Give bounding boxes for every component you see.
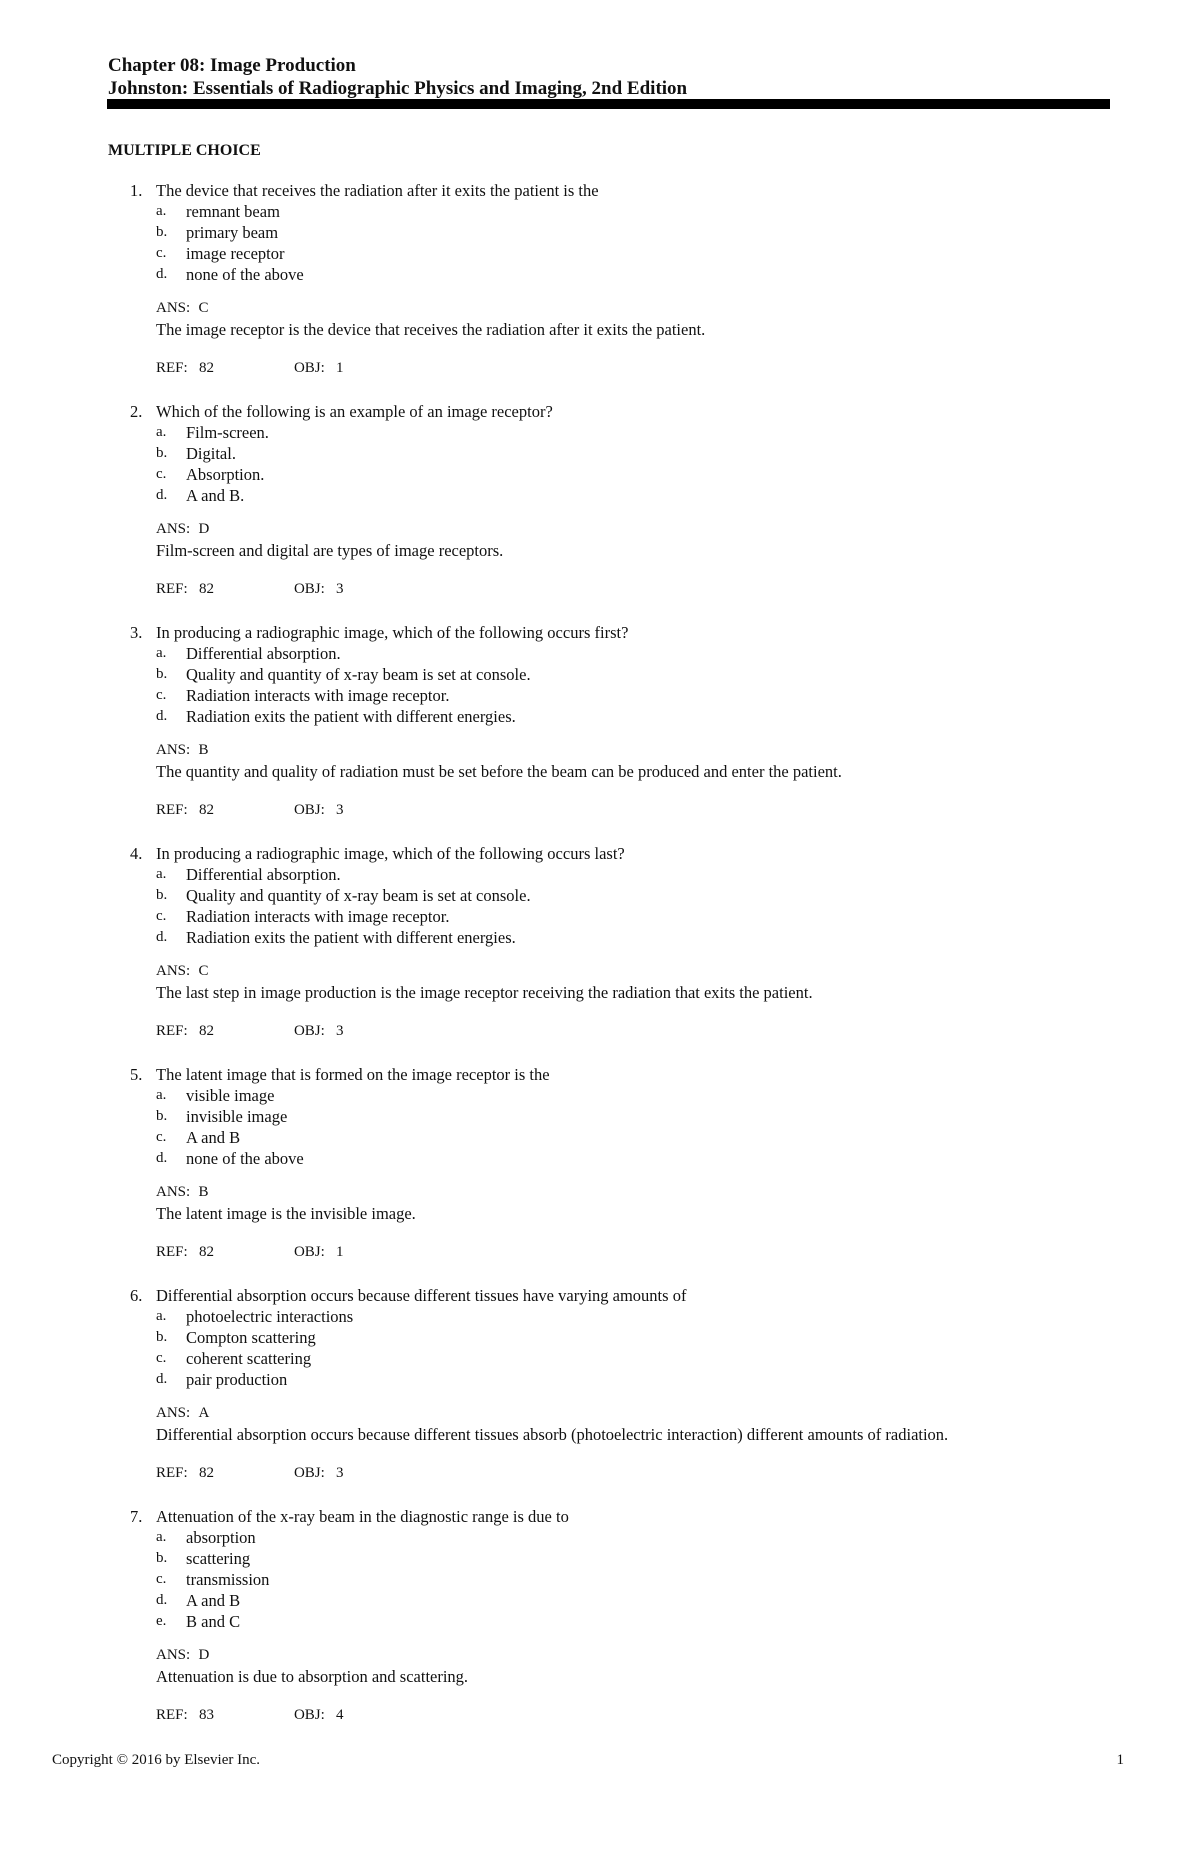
answer-label: ANS: xyxy=(156,1405,191,1421)
option-text: photoelectric interactions xyxy=(186,1307,354,1326)
page-footer xyxy=(52,1752,1124,1769)
option-text: Quality and quantity of x-ray beam is set at console. xyxy=(186,886,531,905)
question-text: The device that receives the radiation after it exits the patient is the xyxy=(156,181,599,200)
option-letter: c. xyxy=(156,687,167,703)
option-text: Digital. xyxy=(186,444,236,463)
option-text: Differential absorption. xyxy=(186,644,341,663)
option-letter: b. xyxy=(156,666,168,682)
answer-option xyxy=(108,706,1108,727)
option-text: Quality and quantity of x-ray beam is set at console. xyxy=(186,665,531,684)
reference-line xyxy=(108,1705,1108,1726)
question-number: 2. xyxy=(130,402,143,421)
answer-option xyxy=(108,927,1108,948)
obj-value: 3 xyxy=(336,802,344,818)
answer-label: ANS: xyxy=(156,521,191,537)
question-stem xyxy=(108,401,1108,422)
option-letter: b. xyxy=(156,445,168,461)
answer-option xyxy=(108,443,1108,464)
option-text: Radiation exits the patient with different energies. xyxy=(186,928,516,947)
answer-label: ANS: xyxy=(156,963,191,979)
answer-line xyxy=(108,1180,1108,1203)
option-letter: d. xyxy=(156,929,168,945)
option-text: Radiation interacts with image receptor. xyxy=(186,907,450,926)
option-text: A and B xyxy=(186,1591,241,1610)
question-item xyxy=(108,843,1108,1042)
option-letter: c. xyxy=(156,1571,167,1587)
answer-option xyxy=(108,1306,1108,1327)
option-text: scattering xyxy=(186,1549,251,1568)
option-text: Differential absorption. xyxy=(186,865,341,884)
option-letter: a. xyxy=(156,866,167,882)
question-item xyxy=(108,401,1108,600)
question-number: 5. xyxy=(130,1065,143,1084)
question-text: Which of the following is an example of an image receptor? xyxy=(156,402,553,421)
question-item xyxy=(108,1506,1108,1726)
obj-label: OBJ: xyxy=(293,1244,325,1260)
obj-label: OBJ: xyxy=(293,581,325,597)
answer-label: ANS: xyxy=(156,742,191,758)
answer-option xyxy=(108,885,1108,906)
ref-value: 82 xyxy=(198,802,214,818)
option-letter: a. xyxy=(156,203,167,219)
question-number: 4. xyxy=(130,844,143,863)
answer-option xyxy=(108,1127,1108,1148)
question-stem xyxy=(108,1285,1108,1306)
question-number: 6. xyxy=(130,1286,143,1305)
ref-value: 82 xyxy=(198,1244,214,1260)
answer-option xyxy=(108,222,1108,243)
answer-line xyxy=(108,738,1108,761)
option-text: none of the above xyxy=(186,1149,304,1168)
obj-label: OBJ: xyxy=(293,360,325,376)
option-letter: b. xyxy=(156,887,168,903)
question-number: 1. xyxy=(130,181,143,200)
answer-explanation: Film-screen and digital are types of image receptors. xyxy=(156,541,504,560)
option-letter: d. xyxy=(156,487,168,503)
answer-option xyxy=(108,864,1108,885)
question-stem xyxy=(108,843,1108,864)
ref-label: REF: xyxy=(156,802,188,818)
question-item xyxy=(108,180,1108,379)
obj-label: OBJ: xyxy=(293,1707,325,1723)
ref-value: 82 xyxy=(198,581,214,597)
option-letter: b. xyxy=(156,1550,168,1566)
question-stem xyxy=(108,1064,1108,1085)
header-rule xyxy=(107,99,1110,109)
reference-line xyxy=(108,800,1108,821)
answer-value: B xyxy=(198,1184,209,1200)
option-text: Absorption. xyxy=(186,465,265,484)
ref-value: 82 xyxy=(198,1465,214,1481)
option-letter: a. xyxy=(156,645,167,661)
option-letter: d. xyxy=(156,266,168,282)
answer-line xyxy=(108,517,1108,540)
obj-value: 3 xyxy=(336,1023,344,1039)
answer-value: A xyxy=(198,1405,210,1421)
answer-line xyxy=(108,296,1108,319)
answer-option xyxy=(108,906,1108,927)
question-text: Differential absorption occurs because different tissues have varying amounts of xyxy=(156,1286,687,1305)
page-number: 1 xyxy=(1116,1752,1124,1768)
answer-value: C xyxy=(198,963,209,979)
answer-value: D xyxy=(198,521,210,537)
obj-label: OBJ: xyxy=(293,1023,325,1039)
answer-line xyxy=(108,1643,1108,1666)
ref-label: REF: xyxy=(156,360,188,376)
obj-label: OBJ: xyxy=(293,1465,325,1481)
question-number: 3. xyxy=(130,623,143,642)
option-text: coherent scattering xyxy=(186,1349,312,1368)
answer-option xyxy=(108,1348,1108,1369)
option-text: visible image xyxy=(186,1086,275,1105)
obj-value: 1 xyxy=(336,1244,344,1260)
option-text: A and B xyxy=(186,1128,241,1147)
book-title: Johnston: Essentials of Radiographic Physics and Imaging, 2nd Edition xyxy=(108,78,688,99)
obj-value: 3 xyxy=(336,581,344,597)
answer-option xyxy=(108,1369,1108,1390)
document-header xyxy=(108,54,1108,100)
reference-line xyxy=(108,579,1108,600)
option-letter: a. xyxy=(156,424,167,440)
answer-option xyxy=(108,1527,1108,1548)
reference-line xyxy=(108,1242,1108,1263)
option-text: pair production xyxy=(186,1370,288,1389)
ref-value: 83 xyxy=(198,1707,214,1723)
option-letter: c. xyxy=(156,466,167,482)
answer-option xyxy=(108,1611,1108,1632)
option-text: remnant beam xyxy=(186,202,280,221)
question-list xyxy=(108,180,1108,1748)
answer-option xyxy=(108,1327,1108,1348)
chapter-title: Chapter 08: Image Production xyxy=(108,55,356,76)
option-letter: a. xyxy=(156,1529,167,1545)
answer-option xyxy=(108,643,1108,664)
question-stem xyxy=(108,1506,1108,1527)
answer-option xyxy=(108,1148,1108,1169)
answer-value: D xyxy=(198,1647,210,1663)
answer-option xyxy=(108,201,1108,222)
option-text: Film-screen. xyxy=(186,423,269,442)
answer-option xyxy=(108,1085,1108,1106)
option-text: Compton scattering xyxy=(186,1328,316,1347)
answer-option xyxy=(108,1590,1108,1611)
answer-label: ANS: xyxy=(156,1184,191,1200)
answer-line xyxy=(108,1401,1108,1424)
answer-explanation: Attenuation is due to absorption and scattering. xyxy=(156,1667,469,1686)
answer-label: ANS: xyxy=(156,1647,191,1663)
option-letter: b. xyxy=(156,1329,168,1345)
answer-line xyxy=(108,959,1108,982)
option-text: image receptor xyxy=(186,244,285,263)
question-text: The latent image that is formed on the image receptor is the xyxy=(156,1065,550,1084)
answer-option xyxy=(108,422,1108,443)
option-letter: d. xyxy=(156,1150,168,1166)
answer-option xyxy=(108,243,1108,264)
obj-label: OBJ: xyxy=(293,802,325,818)
question-item xyxy=(108,1064,1108,1263)
option-letter: d. xyxy=(156,1371,168,1387)
answer-label: ANS: xyxy=(156,300,191,316)
ref-label: REF: xyxy=(156,1023,188,1039)
option-letter: e. xyxy=(156,1613,167,1629)
ref-label: REF: xyxy=(156,1707,188,1723)
obj-value: 1 xyxy=(336,360,344,376)
option-letter: d. xyxy=(156,708,168,724)
section-title: MULTIPLE CHOICE xyxy=(108,142,261,159)
option-text: transmission xyxy=(186,1570,270,1589)
answer-explanation: The quantity and quality of radiation must be set before the beam can be produced and enter the patient. xyxy=(156,762,842,781)
ref-value: 82 xyxy=(198,360,214,376)
option-text: absorption xyxy=(186,1528,256,1547)
question-item xyxy=(108,622,1108,821)
option-letter: b. xyxy=(156,1108,168,1124)
copyright-text: Copyright © 2016 by Elsevier Inc. xyxy=(52,1752,261,1768)
obj-value: 4 xyxy=(336,1707,344,1723)
answer-option xyxy=(108,485,1108,506)
obj-value: 3 xyxy=(336,1465,344,1481)
answer-value: C xyxy=(198,300,209,316)
option-letter: c. xyxy=(156,245,167,261)
question-text: Attenuation of the x-ray beam in the diagnostic range is due to xyxy=(156,1507,569,1526)
option-text: none of the above xyxy=(186,265,304,284)
ref-label: REF: xyxy=(156,1244,188,1260)
question-stem xyxy=(108,622,1108,643)
answer-option xyxy=(108,685,1108,706)
ref-label: REF: xyxy=(156,1465,188,1481)
option-text: A and B. xyxy=(186,486,245,505)
answer-option xyxy=(108,264,1108,285)
reference-line xyxy=(108,1463,1108,1484)
option-letter: c. xyxy=(156,1129,167,1145)
ref-label: REF: xyxy=(156,581,188,597)
answer-explanation: Differential absorption occurs because different tissues absorb (photoelectric interaction) different amounts of radiation. xyxy=(156,1425,949,1444)
option-letter: b. xyxy=(156,224,168,240)
option-letter: d. xyxy=(156,1592,168,1608)
option-text: invisible image xyxy=(186,1107,288,1126)
question-item xyxy=(108,1285,1108,1484)
answer-option xyxy=(108,464,1108,485)
option-text: Radiation exits the patient with different energies. xyxy=(186,707,516,726)
option-letter: c. xyxy=(156,908,167,924)
answer-explanation: The image receptor is the device that receives the radiation after it exits the patient. xyxy=(156,320,706,339)
question-text: In producing a radiographic image, which of the following occurs last? xyxy=(156,844,625,863)
option-letter: a. xyxy=(156,1087,167,1103)
question-number: 7. xyxy=(130,1507,143,1526)
option-text: Radiation interacts with image receptor. xyxy=(186,686,450,705)
reference-line xyxy=(108,358,1108,379)
option-letter: a. xyxy=(156,1308,167,1324)
answer-explanation: The latent image is the invisible image. xyxy=(156,1204,416,1223)
option-text: B and C xyxy=(186,1612,241,1631)
ref-value: 82 xyxy=(198,1023,214,1039)
question-stem xyxy=(108,180,1108,201)
option-letter: c. xyxy=(156,1350,167,1366)
answer-value: B xyxy=(198,742,209,758)
question-text: In producing a radiographic image, which of the following occurs first? xyxy=(156,623,629,642)
reference-line xyxy=(108,1021,1108,1042)
answer-option xyxy=(108,1569,1108,1590)
answer-option xyxy=(108,1106,1108,1127)
option-text: primary beam xyxy=(186,223,279,242)
answer-option xyxy=(108,1548,1108,1569)
answer-explanation: The last step in image production is the image receptor receiving the radiation that exits the patient. xyxy=(156,983,813,1002)
answer-option xyxy=(108,664,1108,685)
